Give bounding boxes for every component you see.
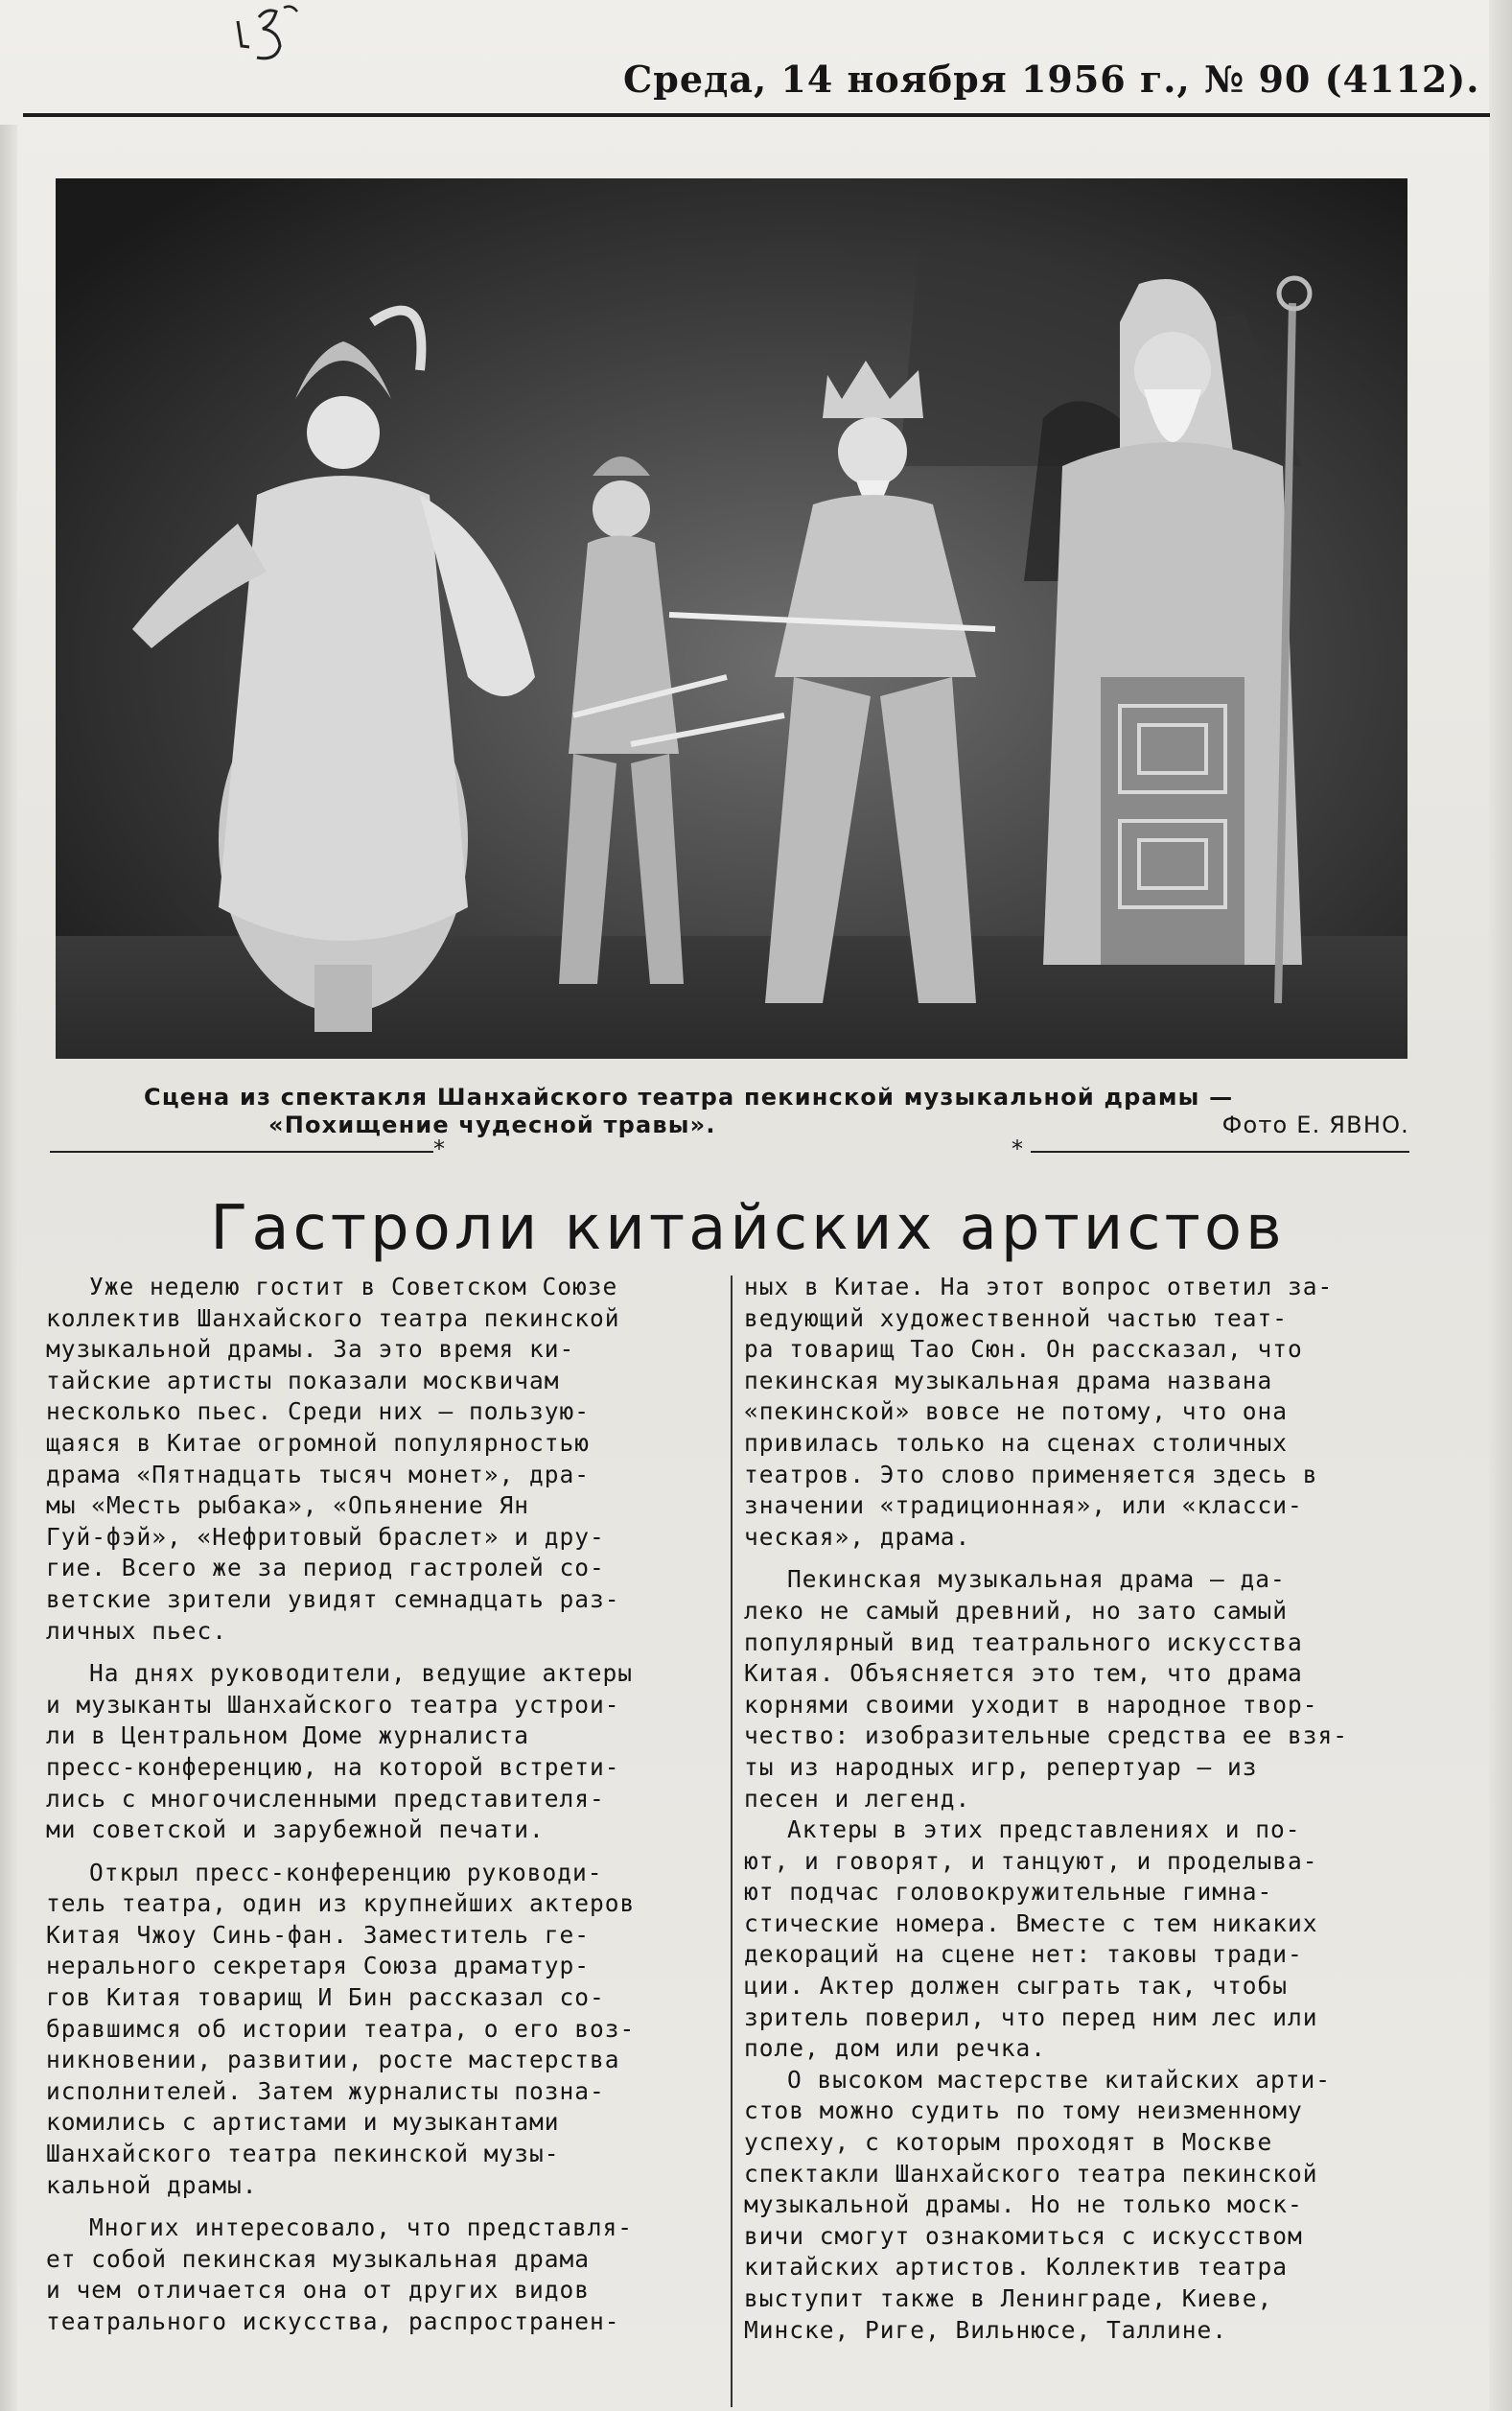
text-line: леко не самый древний, но зато самый <box>744 1596 1289 1625</box>
text-line: ли в Центральном Доме журналиста <box>46 1721 530 1750</box>
divider-left <box>50 1151 433 1153</box>
photo-illustration <box>56 178 1407 1059</box>
paragraph-gap <box>46 1846 717 1858</box>
text-line: Минске, Риге, Вильнюсе, Таллине. <box>744 2315 1228 2344</box>
issue-dateline: Среда, 14 ноября 1956 г., № 90 (4112). <box>623 58 1480 101</box>
text-line: привилась только на сценах столичных <box>744 1428 1289 1457</box>
text-line: чество: изобразительные средства ее взя- <box>744 1721 1349 1750</box>
text-line: корнями своими уходит в народное твор- <box>744 1690 1318 1719</box>
text-line: Гуй-фэй», «Нефритовый браслет» и дру- <box>46 1522 605 1551</box>
column-rule <box>731 1276 733 2407</box>
text-line: успеху, с которым проходят в Москве <box>744 2128 1273 2157</box>
text-line: музыкальной драмы. За это время ки- <box>46 1335 575 1364</box>
text-line: песен и легенд. <box>744 1784 971 1813</box>
text-line: значении «традиционная», или «класси- <box>744 1491 1303 1520</box>
paragraph-gap <box>46 1647 717 1658</box>
text-line: декораций на сцене нет: таковы тради- <box>744 1940 1303 1969</box>
text-line: На днях руководители, ведущие актеры <box>89 1659 634 1688</box>
text-line: ции. Актер должен сыграть так, чтобы <box>744 1972 1289 2001</box>
text-line: ют подчас головокружительные гимна- <box>744 1878 1273 1907</box>
text-line: нерального секретаря Союза драматур- <box>46 1952 591 1980</box>
text-line: ра товарищ Тао Сюн. Он рассказал, что <box>744 1335 1303 1364</box>
text-line: лись с многочисленными представителя- <box>46 1784 605 1813</box>
text-line: исполнителей. Затем журналисты позна- <box>46 2076 605 2105</box>
text-line: личных пьес. <box>46 1616 228 1645</box>
text-line: китайских артистов. Коллектив театра <box>744 2253 1289 2282</box>
text-line: коллектив Шанхайского театра пекинской <box>46 1303 620 1332</box>
text-line: драма «Пятнадцать тысяч монет», дра- <box>46 1460 591 1488</box>
text-line: гов Китая товарищ И Бин рассказал со- <box>46 1983 605 2012</box>
text-line: поле, дом или речка. <box>744 2034 1047 2063</box>
text-line: стов можно судить по тому неизменному <box>744 2096 1303 2125</box>
handwritten-mark <box>228 4 314 71</box>
text-line: музыкальной драмы. Но не только моск- <box>744 2190 1303 2219</box>
article-headline: Гастроли китайских артистов <box>210 1193 1286 1264</box>
caption-line-2: «Похищение чудесной травы». <box>268 1112 716 1138</box>
text-line: Китая Чжоу Синь-фан. Заместитель ге- <box>46 1920 591 1949</box>
text-line: О высоком мастерстве китайских арти- <box>787 2065 1332 2094</box>
text-line: театров. Это слово применяется здесь в <box>744 1460 1318 1488</box>
text-line: ных в Китае. На этот вопрос ответил за- <box>744 1273 1334 1300</box>
text-line: ты из народных игр, репертуар — из <box>744 1752 1258 1781</box>
text-line: комились с артистами и музыкантами <box>46 2108 560 2137</box>
photo-caption <box>144 1084 1409 1141</box>
paragraph-gap <box>46 2201 717 2212</box>
text-line: популярный вид театрального искусства <box>744 1627 1303 1656</box>
photo-credit: Фото Е. ЯВНО. <box>1221 1112 1409 1138</box>
scan-edge-right <box>1489 0 1512 2411</box>
text-line: несколько пьес. Среди них — пользую- <box>46 1397 591 1426</box>
text-line: пресс-конференцию, на которой встрети- <box>46 1752 620 1781</box>
text-line: пекинская музыкальная драма названа <box>744 1366 1273 1394</box>
text-line: ческая», драма. <box>744 1522 971 1551</box>
text-line: ми советской и зарубежной печати. <box>46 1815 545 1844</box>
text-line: зритель поверил, что перед ним лес или <box>744 2002 1318 2031</box>
text-line: Пекинская музыкальная драма — да- <box>787 1565 1286 1594</box>
text-line: театрального искусства, распространен- <box>46 2307 620 2335</box>
text-line: вичи смогут ознакомиться с искусством <box>744 2221 1303 2250</box>
header-rule <box>23 113 1490 117</box>
text-line: выступит также в Ленинграде, Киеве, <box>744 2284 1273 2312</box>
text-line: Актеры в этих представлениях и по- <box>787 1815 1301 1844</box>
text-line: никновении, развитии, росте мастерства <box>46 2046 620 2074</box>
text-line: Открыл пресс-конференцию руководи- <box>89 1858 603 1886</box>
text-line: Уже неделю гостит в Советском Союзе <box>89 1273 618 1300</box>
text-line: Китая. Объясняется это тем, что драма <box>744 1659 1303 1688</box>
text-line: щаяся в Китае огромной популярностью <box>46 1428 591 1457</box>
text-line: ет собой пекинская музыкальная драма <box>46 2244 591 2273</box>
text-line: тель театра, один из крупнейших актеров <box>46 1889 636 1918</box>
text-line: тайские артисты показали москвичам <box>46 1366 560 1394</box>
paragraph-gap <box>744 1553 1454 1564</box>
text-line: мы «Месть рыбака», «Опьянение Ян <box>46 1491 530 1520</box>
divider-star-left: * <box>433 1135 445 1162</box>
article-column-1 <box>46 1272 717 2403</box>
scan-edge-left <box>0 125 17 2411</box>
article-column-2 <box>744 1272 1454 2403</box>
stage-photo <box>56 178 1407 1059</box>
text-line: спектакли Шанхайского театра пекинской <box>744 2159 1318 2188</box>
divider-star-right: * <box>1012 1135 1023 1162</box>
text-line: Шанхайского театра пекинской музы- <box>46 2140 560 2168</box>
text-line: кальной драмы. <box>46 2170 258 2199</box>
text-line: ведующий художественной частью теат- <box>744 1303 1289 1332</box>
text-line: ветские зрители увидят семнадцать раз- <box>46 1584 620 1613</box>
text-line: и музыканты Шанхайского театра устрои- <box>46 1690 620 1719</box>
text-line: и чем отличается она от других видов <box>46 2276 591 2305</box>
text-line: Многих интересовало, что представля- <box>89 2213 634 2242</box>
text-line: ют, и говорят, и танцуют, и проделыва- <box>744 1846 1318 1875</box>
text-line: бравшимся об истории театра, о его воз- <box>46 2014 636 2043</box>
text-line: «пекинской» вовсе не потому, что она <box>744 1397 1289 1426</box>
text-line: гие. Всего же за период гастролей со- <box>46 1554 605 1582</box>
divider-right <box>1031 1151 1409 1153</box>
text-line: стические номера. Вместе с тем никаких <box>744 1908 1318 1937</box>
caption-line-1: Сцена из спектакля Шанхайского театра пекинской музыкальной драмы — <box>144 1084 1234 1111</box>
